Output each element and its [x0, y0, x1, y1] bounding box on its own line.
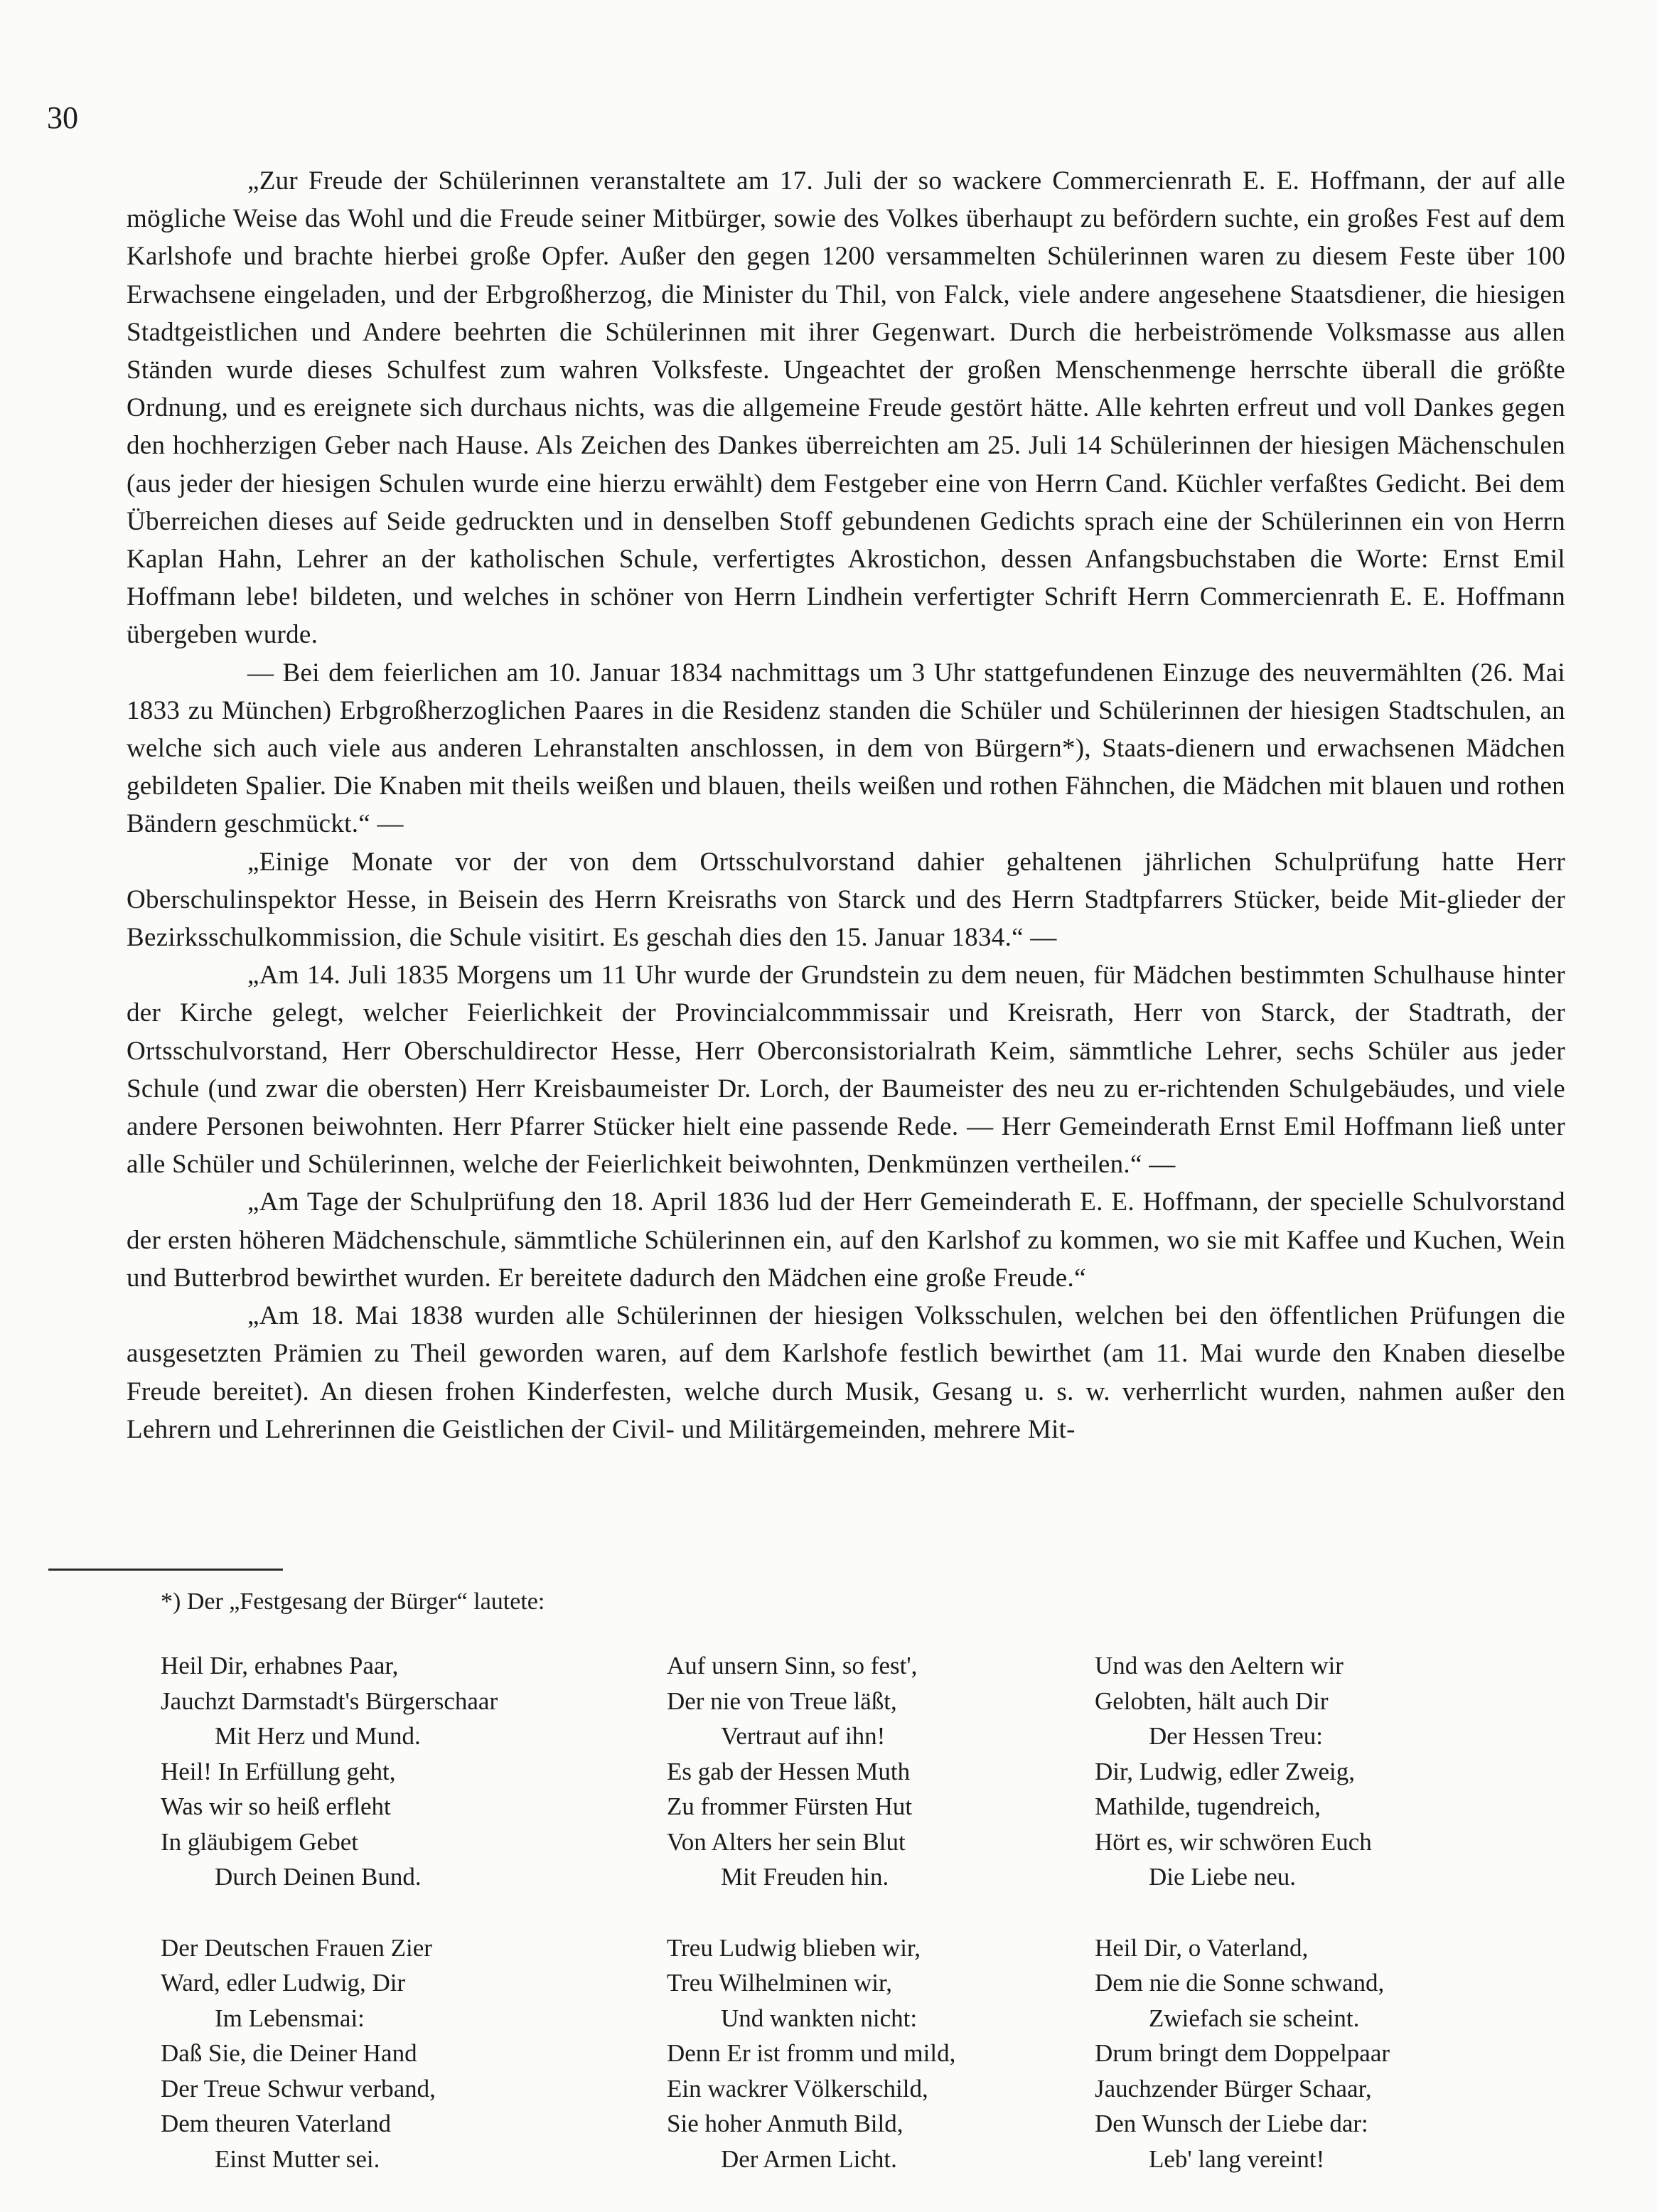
poem-stanza [161, 1930, 498, 2177]
poem-stanza [161, 1648, 498, 1895]
poem-verse: Und was den Aeltern wir [1095, 1652, 1344, 1679]
poem-verse: Und wankten nicht: [721, 2004, 918, 2032]
paragraph-schulpruefung-1836: „Am Tage der Schulprüfung den 18. April 1836 lud der Herr Gemeinderath E. E. Hoffmann, der specielle Schulvorstand der ersten höheren Mädchenschule, sämmtliche Schülerinnen ein, auf den Karlshof zu kommen, wo sie mit Kaffee und Kuchen, Wein und Butterbrod bewirthet wurden. Er bereitete dadurch den Mädchen eine große Freude.“ [127, 1187, 1565, 1293]
poem-verse: Heil! In Erfüllung geht, [161, 1757, 396, 1785]
poem-verse: Daß Sie, die Deiner Hand [161, 2039, 417, 2067]
poem-verse: Einst Mutter sei. [215, 2144, 380, 2173]
poem-verse: Zwiefach sie scheint. [1149, 2004, 1360, 2032]
poem-verse: Was wir so heiß erfleht [161, 1792, 391, 1820]
poem-verse: Heil Dir, o Vaterland, [1095, 1933, 1309, 1962]
poem-verse: Der Treue Schwur verband, [161, 2074, 436, 2103]
poem-verse: Auf unsern Sinn, so fest', [667, 1652, 918, 1679]
poem-verse: Gelobten, hält auch Dir [1095, 1687, 1329, 1715]
poem-verse: Die Liebe neu. [1149, 1863, 1296, 1891]
poem-verse: Drum bringt dem Doppelpaar [1095, 2039, 1390, 2067]
poem-verse: Jauchzender Bürger Schaar, [1095, 2074, 1372, 2103]
poem-verse: Denn Er ist fromm und mild, [667, 2039, 956, 2067]
poem-verse: Von Alters her sein Blut [667, 1827, 906, 1856]
poem-stanza [1095, 1930, 1390, 2177]
poem-verse: In gläubigem Gebet [161, 1827, 358, 1856]
poem-verse: Mit Freuden hin. [721, 1863, 889, 1891]
poem-verse: Im Lebensmai: [215, 2004, 365, 2032]
poem-verse: Ein wackrer Völkerschild, [667, 2074, 928, 2103]
poem-stanza [667, 1648, 955, 1895]
poem-verse: Der nie von Treue läßt, [667, 1687, 897, 1715]
poem-verse: Dir, Ludwig, edler Zweig, [1095, 1757, 1355, 1785]
poem-verse: Jauchzt Darmstadt's Bürgerschaar [161, 1687, 498, 1715]
poem-verse: Heil Dir, erhabnes Paar, [161, 1652, 399, 1679]
poem-verse: Treu Wilhelminen wir, [667, 1969, 893, 1997]
poem-stanza [667, 1930, 955, 2177]
poem-verse: Sie hoher Anmuth Bild, [667, 2110, 903, 2137]
poem-column-3 [1095, 1648, 1390, 2212]
paragraph-kinderfest-1838: „Am 18. Mai 1838 wurden alle Schülerinnen der hiesigen Volksschulen, welchen bei den öffentlichen Prüfungen die ausgesetzten Prämien zu Theil geworden waren, auf dem Karlshofe festlich bewirthet (am 11. Mai wurde den Knaben dieselbe Freude bereitet). An diesen frohen Kinderfesten, welche durch Musik, Gesang u. s. w. verherrlicht wurden, nahmen außer den Lehrern und Lehrerinnen die Geistlichen der Civil- und Militärgemeinden, mehrere Mit- [127, 1301, 1565, 1444]
poem-verse: Treu Ludwig blieben wir, [667, 1933, 921, 1962]
poem-column-2 [667, 1648, 955, 2212]
poem-verse: Ward, edler Ludwig, Dir [161, 1969, 406, 1997]
page-number: 30 [47, 100, 78, 135]
poem-stanza [1095, 1648, 1390, 1895]
poem-verse: Hört es, wir schwören Euch [1095, 1827, 1372, 1856]
poem-verse: Der Deutschen Frauen Zier [161, 1933, 432, 1962]
poem-verse: Es gab der Hessen Muth [667, 1757, 911, 1785]
poem-verse: Mit Herz und Mund. [215, 1722, 421, 1750]
paragraph-einzug-1834: — Bei dem feierlichen am 10. Januar 1834 nachmittags um 3 Uhr stattgefundenen Einzuge des neuvermählten (26. Mai 1833 zu München) Erbgroßherzoglichen Paares in die Residenz standen die Schüler und Schülerinnen der hiesigen Stadtschulen, an welche sich auch viele aus anderen Lehranstalten anschlossen, in dem von Bürgern*), Staats-dienern und erwachsenen Mädchen gebildeten Spalier. Die Knaben mit theils weißen und blauen, theils weißen und rothen Fähnchen, die Mädchen mit blauen und rothen Bändern geschmückt.“ — [127, 658, 1565, 839]
poem-verse: Mathilde, tugendreich, [1095, 1792, 1321, 1820]
body-text [127, 162, 1565, 1448]
poem-verse: Dem nie die Sonne schwand, [1095, 1969, 1385, 1997]
footnote-intro: *) Der „Festgesang der Bürger“ lautete: [161, 1588, 545, 1615]
poem-verse: Zu frommer Fürsten Hut [667, 1792, 913, 1820]
poem-verse: Durch Deinen Bund. [215, 1863, 422, 1891]
poem-verse: Der Hessen Treu: [1149, 1722, 1323, 1750]
poem-column-1 [161, 1648, 498, 2212]
paragraph-schulpruefung-1834: „Einige Monate vor der von dem Ortsschulvorstand dahier gehaltenen jährlichen Schulprüfung hatte Herr Oberschulinspektor Hesse, in Beisein des Herrn Kreisraths von Starck und des Herrn Stadtpfarrers Stücker, beide Mit-glieder der Bezirksschulkommission, die Schule visitirt. Es geschah dies den 15. Januar 1834.“ — [127, 847, 1565, 953]
poem-verse: Der Armen Licht. [721, 2144, 897, 2173]
poem-verse: Den Wunsch der Liebe dar: [1095, 2110, 1368, 2137]
paragraph-grundstein-1835: „Am 14. Juli 1835 Morgens um 11 Uhr wurde der Grundstein zu dem neuen, für Mädchen bestimmten Schulhause hinter der Kirche gelegt, welcher Feierlichkeit der Provincialcommmissair und Kreisrath, Herr von Starck, der Stadtrath, der Ortsschulvorstand, Herr Oberschuldirector Hesse, Herr Oberconsistorialrath Keim, sämmtliche Lehrer, sechs Schüler aus jeder Schule (und zwar die obersten) Herr Kreisbaumeister Dr. Lorch, der Baumeister des neu zu er-richtenden Schulgebäudes, und viele andere Personen beiwohnten. Herr Pfarrer Stücker hielt eine passende Rede. — Herr Gemeinderath Ernst Emil Hoffmann ließ unter alle Schüler und Schülerinnen, welche der Feierlichkeit beiwohnten, Denkmünzen vertheilen.“ — [127, 961, 1565, 1180]
poem-verse: Vertraut auf ihn! [721, 1722, 886, 1750]
poem-verse: Leb' lang vereint! [1149, 2144, 1325, 2173]
poem-verse: Dem theuren Vaterland [161, 2110, 391, 2137]
paragraph-karlshof-fest: „Zur Freude der Schülerinnen veranstaltete am 17. Juli der so wackere Commercienrath E. E. Hoffmann, der auf alle mögliche Weise das Wohl und die Freude seiner Mitbürger, sowie des Volkes überhaupt zu befördern suchte, ein großes Fest auf dem Karlshofe und brachte hierbei große Opfer. Außer den gegen 1200 versammelten Schülerinnen waren zu diesem Feste über 100 Erwachsene eingeladen, und der Erbgroßherzog, die Minister du Thil, von Falck, viele andere angesehene Staatsdiener, die hiesigen Stadtgeistlichen und Andere beehrten die Schülerinnen mit ihrer Gegenwart. Durch die herbeiströmende Volksmasse aus allen Ständen wurde dieses Schulfest zum wahren Volksfeste. Ungeachtet der großen Menschenmenge herrschte überall die größte Ordnung, und es ereignete sich durchaus nichts, was die allgemeine Freude gestört hätte. Alle kehrten erfreut und voll Dankes gegen den hochherzigen Geber nach Hause. Als Zeichen des Dankes überreichten am 25. Juli 14 Schülerinnen der hiesigen Mächenschulen (aus jeder der hiesigen Schulen wurde eine hierzu erwählt) dem Festgeber eine von Herrn Cand. Küchler verfaßtes Gedicht. Bei dem Überreichen dieses auf Seide gedruckten und in denselben Stoff gebundenen Gedichts sprach eine der Schülerinnen ein von Herrn Kaplan Hahn, Lehrer an der katholischen Schule, verfertigtes Akrostichon, dessen Anfangsbuchstaben die Worte: Ernst Emil Hoffmann lebe! bildeten, und welches in schöner von Herrn Lindhein verfertigter Schrift Herrn Commercienrath E. E. Hoffmann übergeben wurde. [127, 166, 1565, 650]
footnote-divider [48, 1569, 283, 1571]
